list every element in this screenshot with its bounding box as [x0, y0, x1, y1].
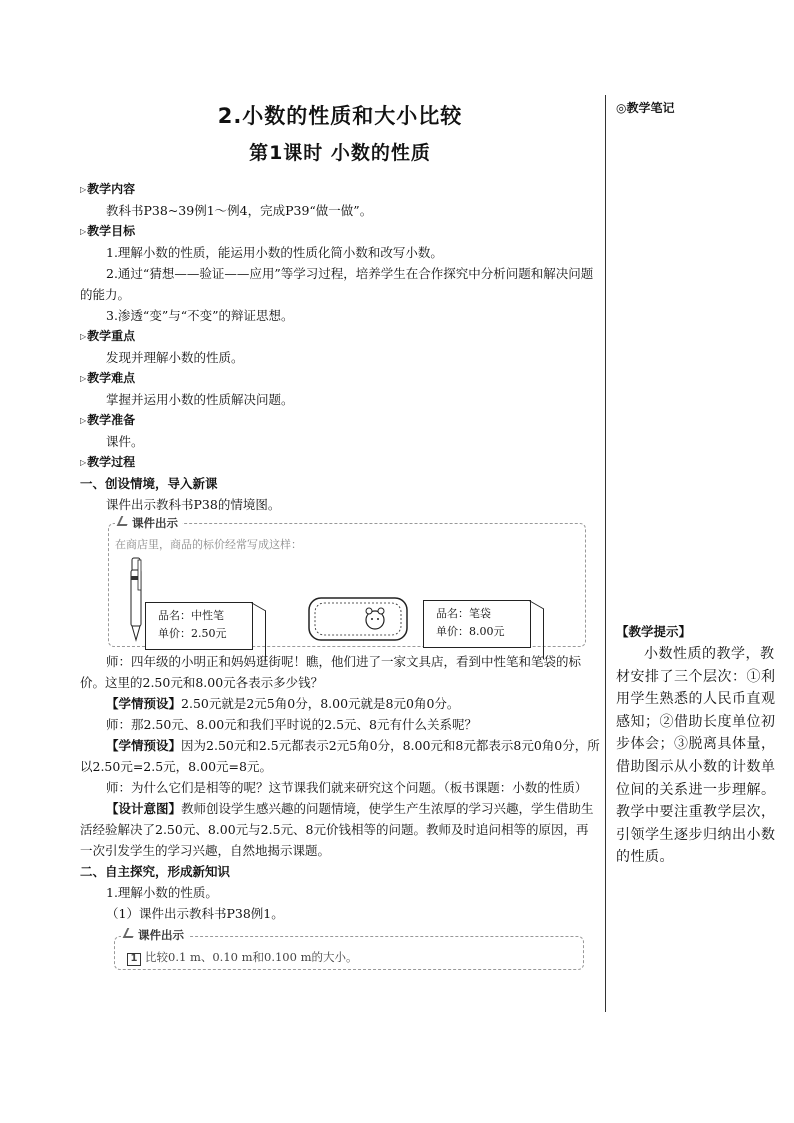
process-step-1-text: 课件出示教科书P38的情境图。: [106, 497, 281, 512]
key-text: 发现并理解小数的性质。: [106, 350, 244, 365]
teacher-question-2: 师：那2.50元、8.00元和我们平时说的2.5元、8元有什么关系呢？: [106, 717, 477, 732]
lesson-subtitle: 第1课时 小数的性质: [249, 142, 431, 164]
teacher-question-1: 师：四年级的小明正和妈妈逛街呢！瞧，他们进了一家文具店，看到中性笔和笔袋的标价。这里的2.50元和8.00元各表示多少钱？: [80, 654, 582, 690]
pencil-case-illustration: [305, 594, 411, 644]
goal-3: 3.渗透“变”与“不变”的辩证思想。: [106, 308, 294, 323]
courseware-box-1: [108, 516, 586, 647]
student-answer-2: 【学情预设】因为2.50元和2.5元都表示2元5角0分，8.00元和8元都表示8元0角0分，所以2.50元=2.5元，8.00元=8元。: [80, 738, 600, 774]
teaching-hint-title: 【教学提示】: [616, 624, 692, 639]
goal-2: 2.通过“猜想——验证——应用”等学习过程，培养学生在合作探究中分析问题和解决问题的能力。: [80, 266, 594, 302]
pen-illustration: [129, 556, 143, 642]
section-heading-content: ▷教学内容: [80, 179, 600, 200]
triangle-icon: ▷: [80, 227, 87, 236]
price-tag-pen: 品名：中性笔 单价：2.50元: [145, 602, 253, 650]
courseware-box-text: 在商店里，商品的标价经常写成这样：: [115, 538, 302, 551]
check-icon: [123, 928, 138, 938]
student-answer-1: 【学情预设】2.50元就是2元5角0分，8.00元就是8元0角0分。: [106, 696, 460, 711]
teacher-question-3: 师：为什么它们是相等的呢？这节课我们就来研究这个问题。（板书课题：小数的性质）: [106, 780, 588, 795]
section-heading-key: ▷教学重点: [80, 326, 600, 347]
teaching-notes-title: ◎教学笔记: [616, 101, 675, 115]
courseware-box-header: 课件出示: [121, 927, 188, 943]
example-number-badge: 1: [127, 953, 141, 966]
section-heading-goals: ▷教学目标: [80, 221, 600, 242]
triangle-icon: ▷: [80, 458, 87, 467]
column-divider: [605, 95, 606, 1012]
section-heading-difficulty: ▷教学难点: [80, 368, 600, 389]
section-heading-prep: ▷教学准备: [80, 410, 600, 431]
goal-1: 1.理解小数的性质，能运用小数的性质化简小数和改写小数。: [106, 245, 443, 260]
section-heading-process: ▷教学过程: [80, 452, 600, 473]
prep-text: 课件。: [106, 434, 144, 449]
main-column: [80, 95, 600, 970]
courseware-box-2: [114, 928, 584, 970]
difficulty-text: 掌握并运用小数的性质解决问题。: [106, 392, 294, 407]
process-step-2-heading: 二、自主探究，形成新知识: [80, 864, 231, 879]
page-title: 2.小数的性质和大小比较: [217, 104, 463, 128]
check-icon: [117, 516, 132, 526]
example-1-text: 1 比较0.1 m、0.10 m和0.100 m的大小。: [127, 949, 358, 966]
courseware-box-header: 课件出示: [115, 515, 182, 531]
content-text: 教科书P38~39例1～例4，完成P39“做一做”。: [106, 203, 373, 218]
triangle-icon: ▷: [80, 332, 87, 341]
process-step-2-item-2: （1）课件出示教科书P38例1。: [106, 906, 284, 921]
price-tag-pencil-case: 品名：笔袋 单价：8.00元: [423, 600, 531, 648]
triangle-icon: ▷: [80, 185, 87, 194]
design-intent: 【设计意图】教师创设学生感兴趣的问题情境，使学生产生浓厚的学习兴趣，学生借助生活经验解决了2.50元、8.00元与2.5元、8元价钱相等的问题。教师及时追问相等的原因，再一次引发学生的学习兴趣，自然地揭示课题。: [80, 801, 594, 858]
process-step-2-item-1: 1.理解小数的性质。: [106, 885, 218, 900]
process-step-1-heading: 一、创设情境，导入新课: [80, 476, 218, 491]
teaching-hint-text: 小数性质的教学，教材安排了三个层次：①利用学生熟悉的人民币直观感知；②借助长度单位初步体会；③脱离具体量，借助图示从小数的计数单位间的关系进一步理解。教学中要注重教学层次，引领学生逐步归纳出小数的性质。: [616, 646, 776, 866]
sidebar: [616, 95, 776, 866]
triangle-icon: ▷: [80, 416, 87, 425]
triangle-icon: ▷: [80, 374, 87, 383]
